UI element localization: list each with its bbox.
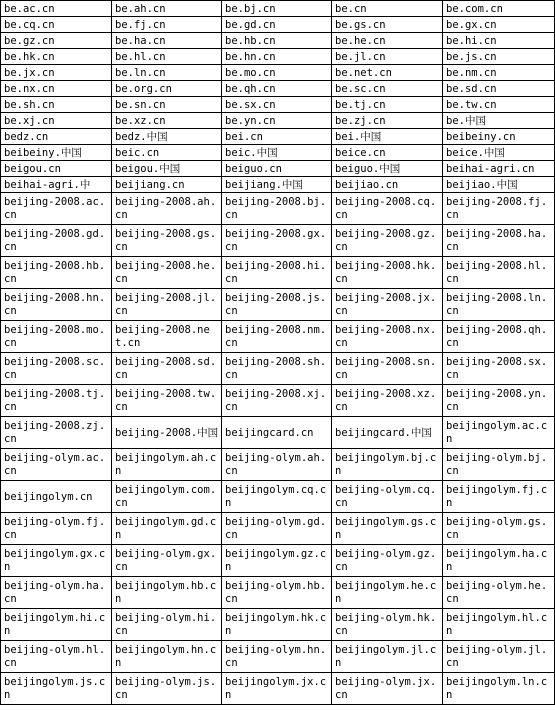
table-row (1, 33, 555, 49)
domain-cell: beijing-olym.jl.cn (443, 641, 555, 673)
table-row (1, 97, 555, 113)
domain-cell: be.org.cn (112, 81, 222, 97)
domain-cell: be.sc.cn (332, 81, 443, 97)
domain-cell: beijing-2008.hk.cn (332, 257, 443, 289)
domain-cell: be.ln.cn (112, 65, 222, 81)
domain-cell: beic.中国 (222, 145, 332, 161)
domain-cell: be.hl.cn (112, 49, 222, 65)
domain-cell: be.ac.cn (1, 1, 112, 17)
domain-cell: be.ha.cn (112, 33, 222, 49)
domain-cell: beijingolym.fj.cn (443, 481, 555, 513)
domain-cell: beijing-2008.hb.cn (1, 257, 112, 289)
domain-cell: be.hn.cn (222, 49, 332, 65)
domain-cell: beijing-2008.bj.cn (222, 193, 332, 225)
domain-cell: beijingcard.中国 (332, 417, 443, 449)
domain-cell: beijingolym.gs.cn (332, 513, 443, 545)
table-row (1, 129, 555, 145)
domain-cell: beijingolym.js.cn (1, 673, 112, 705)
domain-cell: be.zj.cn (332, 113, 443, 129)
table-row (1, 49, 555, 65)
table-row (1, 17, 555, 33)
domain-cell: beijing-2008.js.cn (222, 289, 332, 321)
domain-cell: beijiang.中国 (222, 177, 332, 193)
table-row (1, 257, 555, 289)
domain-cell: beijiao.cn (332, 177, 443, 193)
domain-table-body (1, 1, 555, 705)
table-row (1, 417, 555, 449)
domain-cell: be.com.cn (443, 1, 555, 17)
domain-cell: bei.中国 (332, 129, 443, 145)
domain-cell: be.sx.cn (222, 97, 332, 113)
domain-cell: beijingolym.jl.cn (332, 641, 443, 673)
domain-cell: beijing-2008.jl.cn (112, 289, 222, 321)
domain-cell: be.net.cn (332, 65, 443, 81)
domain-cell: be.中国 (443, 113, 555, 129)
domain-cell: beijingolym.jx.cn (222, 673, 332, 705)
domain-cell: beijing-2008.gx.cn (222, 225, 332, 257)
domain-cell: beice.cn (332, 145, 443, 161)
domain-cell: be.nm.cn (443, 65, 555, 81)
table-row (1, 177, 555, 193)
domain-cell: beijing-2008.sc.cn (1, 353, 112, 385)
domain-cell: beijiang.cn (112, 177, 222, 193)
domain-cell: be.jx.cn (1, 65, 112, 81)
domain-cell: beic.cn (112, 145, 222, 161)
domain-cell: beijing-olym.cq.cn (332, 481, 443, 513)
table-row (1, 81, 555, 97)
domain-cell: be.gz.cn (1, 33, 112, 49)
domain-cell: beijing-2008.tw.cn (112, 385, 222, 417)
domain-cell: beiguo.cn (222, 161, 332, 177)
domain-cell: be.qh.cn (222, 81, 332, 97)
domain-cell: beijingolym.ah.cn (112, 449, 222, 481)
domain-cell: beijingcard.cn (222, 417, 332, 449)
domain-cell: beijing-2008.中国 (112, 417, 222, 449)
table-row (1, 225, 555, 257)
table-row (1, 609, 555, 641)
domain-cell: beijing-olym.hb.cn (222, 577, 332, 609)
domain-cell: beijing-olym.he.cn (443, 577, 555, 609)
domain-cell: beijing-2008.he.cn (112, 257, 222, 289)
domain-cell: beijing-2008.xj.cn (222, 385, 332, 417)
domain-cell: beijing-olym.hk.cn (332, 609, 443, 641)
table-row (1, 545, 555, 577)
domain-cell: beice.中国 (443, 145, 555, 161)
domain-cell: beijingolym.hl.cn (443, 609, 555, 641)
domain-cell: beijingolym.hn.cn (112, 641, 222, 673)
domain-cell: be.hk.cn (1, 49, 112, 65)
domain-cell: beibeiny.中国 (1, 145, 112, 161)
table-row (1, 321, 555, 353)
domain-cell: beijing-2008.sh.cn (222, 353, 332, 385)
domain-cell: beijing-2008.yn.cn (443, 385, 555, 417)
domain-cell: beijingolym.hb.cn (112, 577, 222, 609)
domain-cell: be.hb.cn (222, 33, 332, 49)
table-row (1, 673, 555, 705)
domain-cell: beijing-olym.jx.cn (332, 673, 443, 705)
domain-cell: be.fj.cn (112, 17, 222, 33)
domain-cell: beijing-2008.sd.cn (112, 353, 222, 385)
table-row (1, 193, 555, 225)
domain-cell: beijing-2008.nx.cn (332, 321, 443, 353)
domain-cell: beigou.中国 (112, 161, 222, 177)
domain-cell: beijing-2008.hn.cn (1, 289, 112, 321)
domain-cell: beijing-olym.hl.cn (1, 641, 112, 673)
domain-cell: beijing-olym.gx.cn (112, 545, 222, 577)
domain-cell: beijingolym.cq.cn (222, 481, 332, 513)
domain-cell: be.tw.cn (443, 97, 555, 113)
domain-cell: be.jl.cn (332, 49, 443, 65)
domain-cell: beijing-2008.zj.cn (1, 417, 112, 449)
domain-cell: be.mo.cn (222, 65, 332, 81)
domain-cell: beijingolym.gz.cn (222, 545, 332, 577)
domain-cell: beihai-agri.cn (443, 161, 555, 177)
domain-cell: beijing-2008.qh.cn (443, 321, 555, 353)
table-row (1, 113, 555, 129)
domain-cell: beijing-2008.ac.cn (1, 193, 112, 225)
domain-cell: be.sd.cn (443, 81, 555, 97)
table-row (1, 481, 555, 513)
table-row (1, 385, 555, 417)
domain-cell: beijingolym.ac.cn (443, 417, 555, 449)
domain-cell: beijing-2008.gd.cn (1, 225, 112, 257)
domain-cell: beijing-olym.ha.cn (1, 577, 112, 609)
domain-cell: be.gs.cn (332, 17, 443, 33)
domain-cell: be.tj.cn (332, 97, 443, 113)
table-row (1, 289, 555, 321)
table-row (1, 577, 555, 609)
domain-cell: be.nx.cn (1, 81, 112, 97)
table-row (1, 449, 555, 481)
domain-cell: beijing-2008.ln.cn (443, 289, 555, 321)
domain-cell: beijing-olym.gs.cn (443, 513, 555, 545)
domain-cell: beijingolym.hi.cn (1, 609, 112, 641)
domain-cell: be.hi.cn (443, 33, 555, 49)
domain-cell: beijing-olym.hi.cn (112, 609, 222, 641)
domain-cell: be.cn (332, 1, 443, 17)
domain-cell: beijing-2008.gz.cn (332, 225, 443, 257)
domain-cell: beijing-2008.hi.cn (222, 257, 332, 289)
domain-cell: beijing-2008.net.cn (112, 321, 222, 353)
table-row (1, 145, 555, 161)
domain-cell: beiguo.中国 (332, 161, 443, 177)
domain-cell: beijing-2008.ah.cn (112, 193, 222, 225)
domain-cell: beijing-2008.hl.cn (443, 257, 555, 289)
domain-cell: beijing-2008.tj.cn (1, 385, 112, 417)
domain-cell: bedz.中国 (112, 129, 222, 145)
domain-cell: beijing-2008.gs.cn (112, 225, 222, 257)
domain-cell: be.yn.cn (222, 113, 332, 129)
domain-cell: beijing-2008.cq.cn (332, 193, 443, 225)
domain-cell: beijing-olym.hn.cn (222, 641, 332, 673)
table-row (1, 513, 555, 545)
domain-cell: beijing-olym.gd.cn (222, 513, 332, 545)
domain-cell: bedz.cn (1, 129, 112, 145)
domain-cell: be.cq.cn (1, 17, 112, 33)
domain-cell: be.js.cn (443, 49, 555, 65)
domain-cell: beijing-olym.ac.cn (1, 449, 112, 481)
domain-cell: beijing-2008.sn.cn (332, 353, 443, 385)
domain-cell: beibeiny.cn (443, 129, 555, 145)
domain-cell: be.xj.cn (1, 113, 112, 129)
domain-cell: beijingolym.ha.cn (443, 545, 555, 577)
domain-cell: beijingolym.hk.cn (222, 609, 332, 641)
table-row (1, 353, 555, 385)
domain-cell: beijingolym.gd.cn (112, 513, 222, 545)
domain-cell: be.gx.cn (443, 17, 555, 33)
domain-cell: beijing-2008.xz.cn (332, 385, 443, 417)
domain-cell: beijing-olym.ah.cn (222, 449, 332, 481)
domain-cell: be.sh.cn (1, 97, 112, 113)
domain-cell: beijiao.中国 (443, 177, 555, 193)
domain-cell: be.he.cn (332, 33, 443, 49)
domain-cell: beijing-2008.ha.cn (443, 225, 555, 257)
table-row (1, 161, 555, 177)
table-row (1, 1, 555, 17)
domain-cell: beijing-olym.bj.cn (443, 449, 555, 481)
domain-cell: beijingolym.ln.cn (443, 673, 555, 705)
domain-cell: beijing-2008.jx.cn (332, 289, 443, 321)
domain-cell: be.sn.cn (112, 97, 222, 113)
domain-cell: be.ah.cn (112, 1, 222, 17)
domain-cell: beijing-2008.mo.cn (1, 321, 112, 353)
domain-cell: beijingolym.com.cn (112, 481, 222, 513)
domain-cell: be.bj.cn (222, 1, 332, 17)
domain-cell: beijingolym.cn (1, 481, 112, 513)
domain-cell: beijingolym.he.cn (332, 577, 443, 609)
table-row (1, 65, 555, 81)
domain-cell: beijingolym.bj.cn (332, 449, 443, 481)
domain-cell: beigou.cn (1, 161, 112, 177)
table-row (1, 641, 555, 673)
domain-cell: bei.cn (222, 129, 332, 145)
domain-cell: beijing-olym.js.cn (112, 673, 222, 705)
domain-cell: beijing-2008.fj.cn (443, 193, 555, 225)
domain-cell: beijing-2008.nm.cn (222, 321, 332, 353)
domain-cell: beihai-agri.中 (1, 177, 112, 193)
domain-cell: beijing-2008.sx.cn (443, 353, 555, 385)
domain-cell: be.gd.cn (222, 17, 332, 33)
domain-cell: be.xz.cn (112, 113, 222, 129)
domain-cell: beijing-olym.fj.cn (1, 513, 112, 545)
domain-cell: beijingolym.gx.cn (1, 545, 112, 577)
domain-cell: beijing-olym.gz.cn (332, 545, 443, 577)
